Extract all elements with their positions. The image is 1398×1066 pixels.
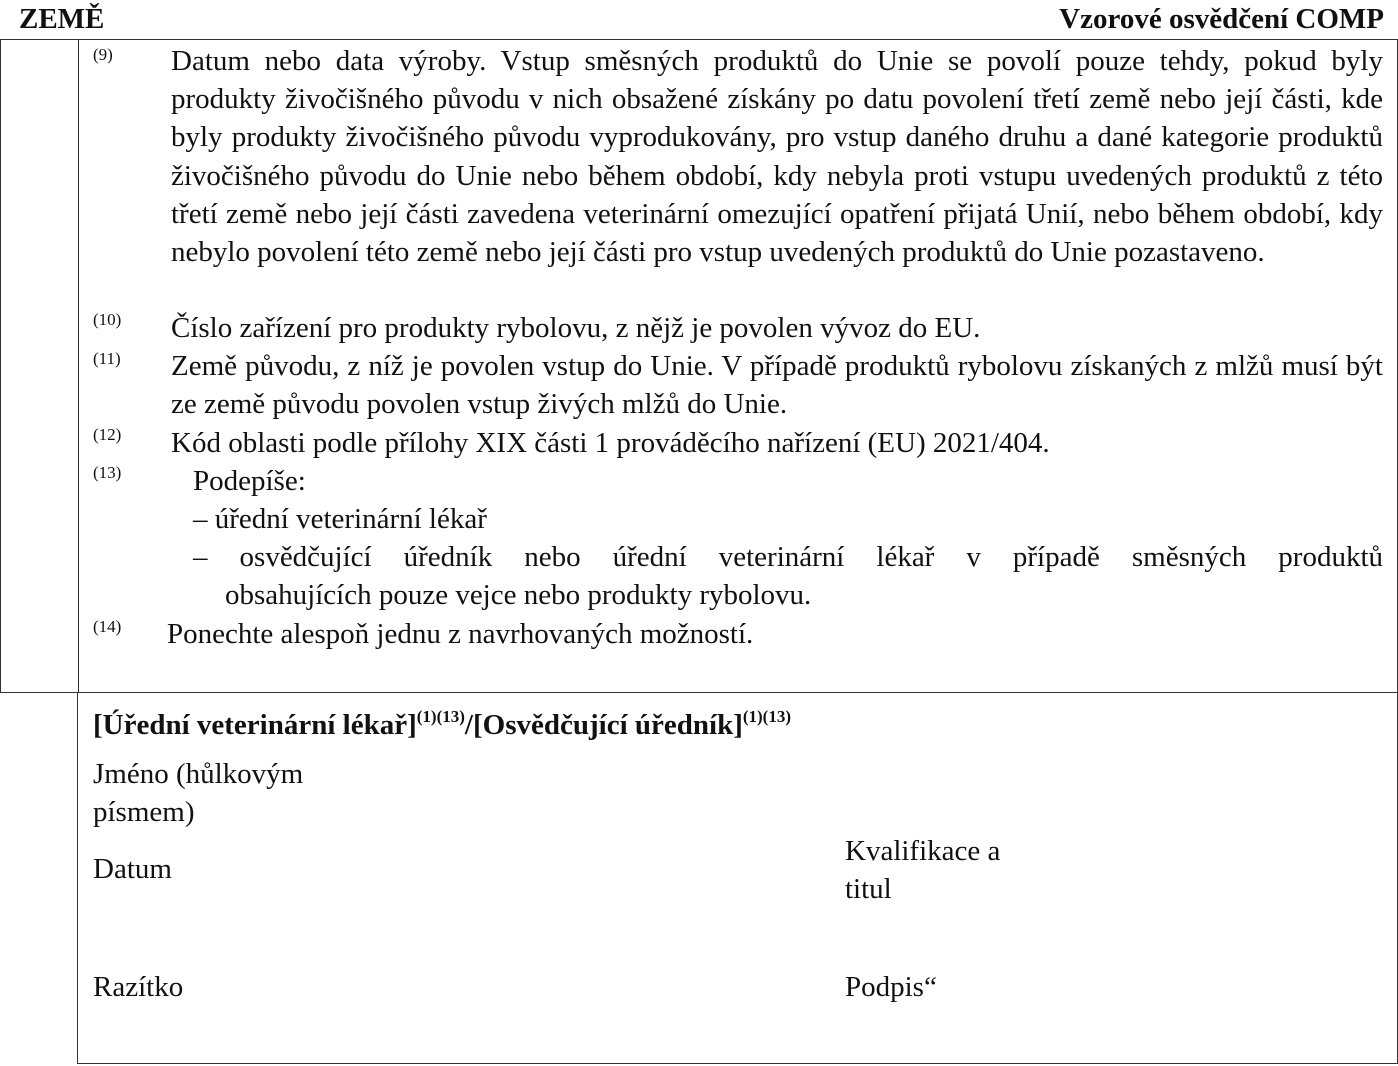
header-certificate-title: Vzorové osvědčení COMP [1059,3,1384,35]
signatory-title [93,708,791,746]
signature-box [77,692,1398,1064]
note-12-number: (12) [93,425,122,444]
note-14-number: (14) [93,617,122,636]
note-11-text: Země původu, z níž je povolen vstup do Unie. V případě produktů rybolovu získaných z mlžů musí být ze země původu povolen vstup živých mlžů do Unie. [171,350,1383,421]
note-14-text: Ponechte alespoň jednu z navrhovaných možností. [167,618,754,650]
note-13-item-2-line-2: obsahujících pouze vejce nebo produkty rybolovu. [225,579,812,611]
signatory-official-vet: [Úřední veterinární lékař] [93,709,417,741]
note-11-number: (11) [93,349,121,368]
note-13-item-2-line-1: – osvědčující úředník nebo úřední veterinární lékař v případě směsných produktů [193,541,1383,573]
date-label: Datum [93,853,172,885]
note-10-number: (10) [93,310,122,329]
notes-column-divider [78,40,79,692]
note-9-text: Datum nebo data výroby. Vstup směsných produktů do Unie se povolí pouze tehdy, pokud byly produkty živočišného původu v nich obsažené získány po datu povolení třetí země nebo její části, kde byly produkty živočišného původu vyprodukovány, pro vstup daného druhu a dané kategorie produktů živočišného původu do Unie nebo během období, kdy nebyla proti vstupu uvedených produktů z této třetí země nebo její části zavedena veterinární omezující opatření přijatá Unií, nebo během období, kdy nebylo povolení této země nebo její části pro vstup uvedených produktů do Unie pozastaveno. [171,45,1383,269]
note-13-intro: Podepíše: [193,465,306,497]
header-country: ZEMĚ [19,3,105,35]
signature-label: Podpis“ [845,971,937,1003]
signatory-separator: / [464,709,473,741]
qualification-label: Kvalifikace a titul [845,835,1001,905]
note-13-item-1: – úřední veterinární lékař [193,503,487,535]
name-label: Jméno (hůlkovým písmem) [93,758,304,828]
note-13-number: (13) [93,463,122,482]
signatory-official-vet-footnote: (1)(13) [416,707,465,726]
signatory-certifying-officer-footnote: (1)(13) [742,707,792,726]
note-10-text: Číslo zařízení pro produkty rybolovu, z nějž je povolen vývoz do EU. [171,312,981,344]
note-12-text: Kód oblasti podle přílohy XIX části 1 prováděcího nařízení (EU) 2021/404. [171,427,1050,459]
signatory-certifying-officer: [Osvědčující úředník] [472,709,743,741]
stamp-label: Razítko [93,971,184,1003]
note-9-number: (9) [93,45,113,64]
